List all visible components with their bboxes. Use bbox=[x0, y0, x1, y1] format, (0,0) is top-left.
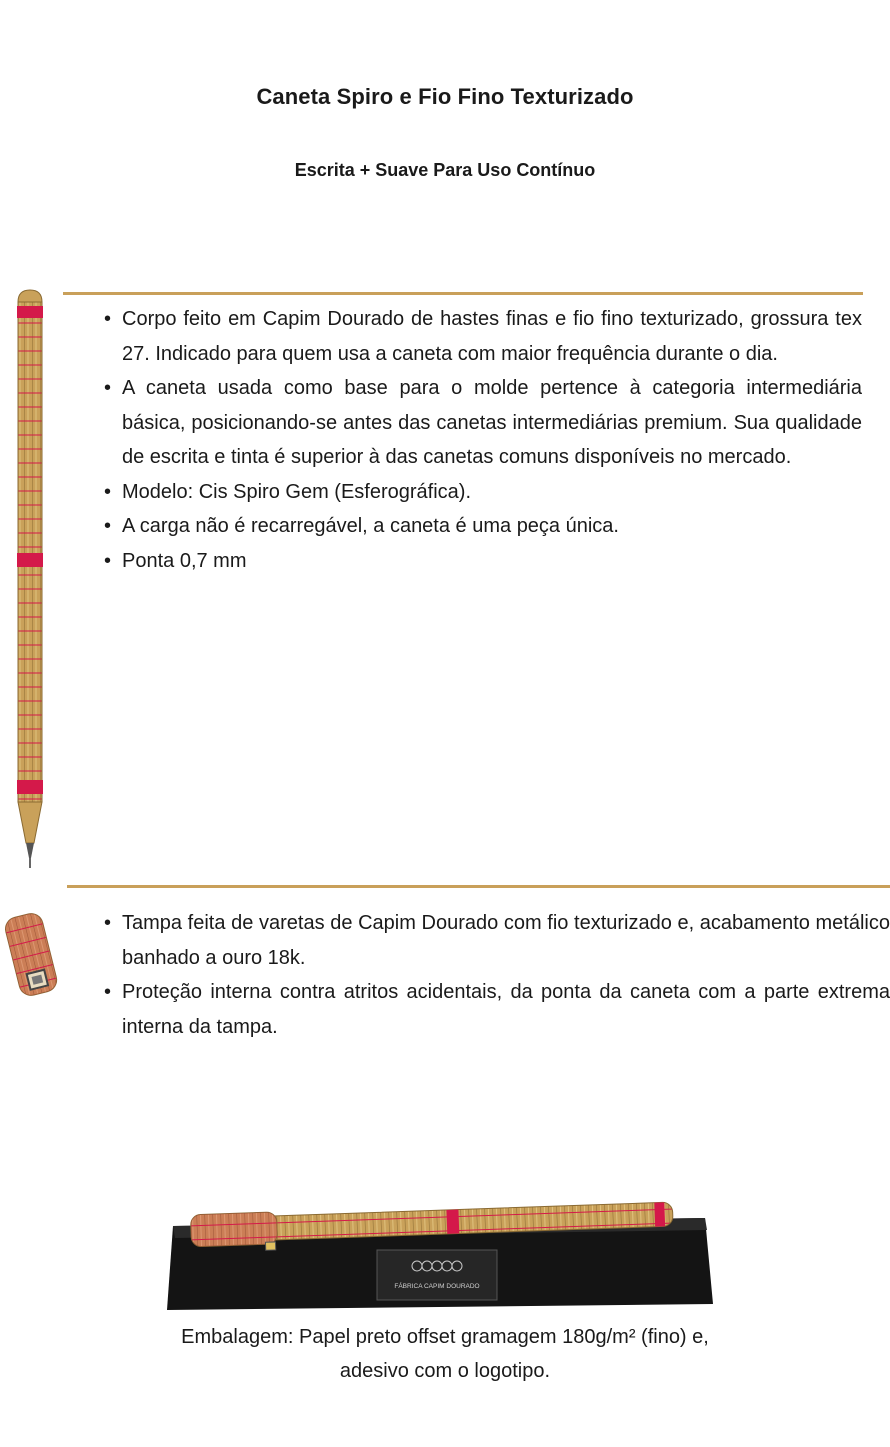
list-item: • Ponta 0,7 mm bbox=[64, 544, 862, 579]
caption-line-1: Embalagem: Papel preto offset gramagem 180g/m² (fino) e, bbox=[181, 1326, 709, 1348]
section-divider-bottom bbox=[67, 885, 890, 888]
logo-text: FÁBRICA CAPIM DOURADO bbox=[394, 1283, 480, 1290]
logo-label bbox=[377, 1250, 497, 1300]
list-item: • Corpo feito em Capim Dourado de hastes finas e fio fino texturizado, grossura tex 27. Indicado para quem usa a caneta com maior frequência durante o dia. bbox=[64, 302, 862, 371]
packaging-image bbox=[165, 1196, 720, 1318]
list-item: • Proteção interna contra atritos acidentais, da ponta da caneta com a parte extrema interna da tampa. bbox=[64, 975, 890, 1044]
packaging-caption bbox=[0, 1320, 890, 1388]
page-title: Caneta Spiro e Fio Fino Texturizado bbox=[256, 84, 634, 109]
pen-features-list bbox=[64, 302, 862, 578]
list-item: • Modelo: Cis Spiro Gem (Esferográfica). bbox=[64, 475, 862, 510]
section-divider-top bbox=[63, 292, 863, 295]
list-item: • A carga não é recarregável, a caneta é uma peça única. bbox=[64, 509, 862, 544]
cap-features-list bbox=[64, 906, 890, 1044]
page-subtitle: Escrita + Suave Para Uso Contínuo bbox=[294, 160, 596, 180]
pen-body-image bbox=[8, 288, 58, 873]
list-item: • A caneta usada como base para o molde pertence à categoria intermediária básica, posicionando-se antes das canetas intermediárias premium. Sua qualidade de escrita e tinta é superior à das canetas comuns disponíveis no mercado. bbox=[64, 371, 862, 475]
caption-line-2: adesivo com o logotipo. bbox=[339, 1360, 551, 1382]
pen-cap-image bbox=[0, 906, 66, 1002]
list-item: • Tampa feita de varetas de Capim Dourado com fio texturizado e, acabamento metálico banhado a ouro 18k. bbox=[64, 906, 890, 975]
